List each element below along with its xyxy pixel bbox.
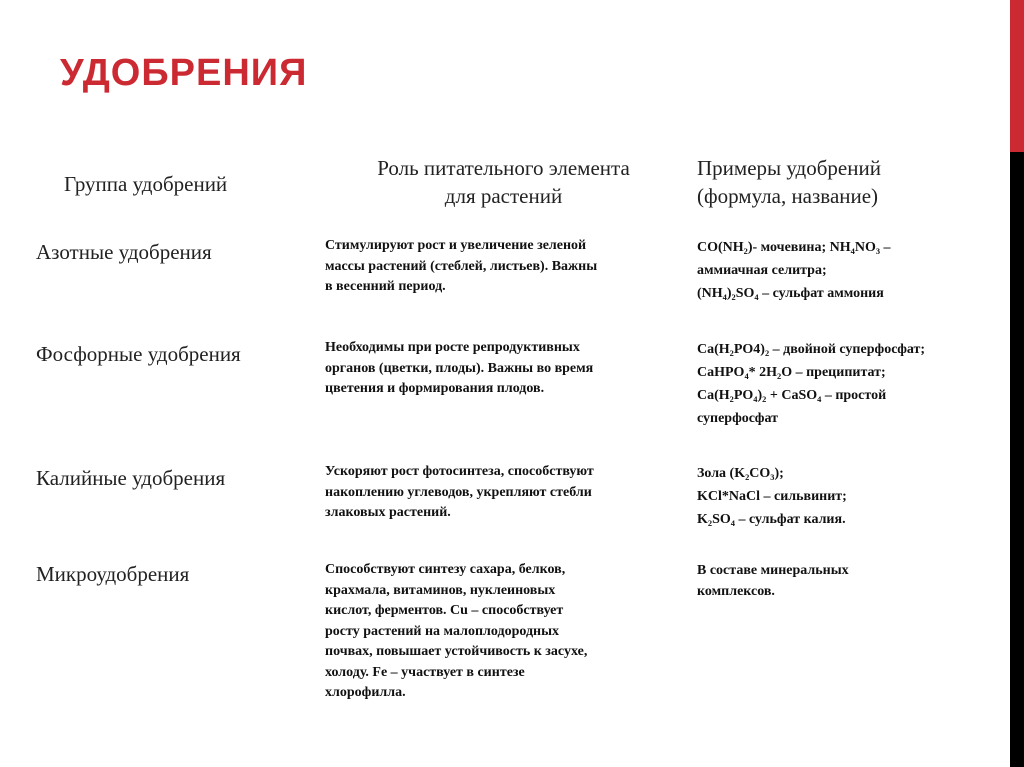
role-line: Стимулируют рост и увеличение зеленой — [325, 238, 587, 253]
row-role — [325, 338, 670, 400]
role-line: холоду. Fe – участвует в синтезе — [325, 664, 525, 680]
example-line: K₂SO₄ – сульфат калия. — [697, 512, 846, 527]
role-line: крахмала, витаминов, нуклеиновых — [325, 582, 556, 598]
role-line: росту растений на малоплодородных — [325, 623, 560, 639]
role-line: массы растений (стеблей, листьев). Важны — [325, 258, 598, 274]
header-role-line: для растений — [444, 184, 563, 208]
accent-bar-black — [1010, 152, 1024, 767]
example-line: Ca(H₂PO4)₂ – двойной суперфосфат; — [697, 342, 926, 357]
row-examples — [697, 560, 997, 602]
role-line: органов (цветки, плоды). Важны во время — [325, 360, 594, 376]
example-line: CaHPO₄* 2H₂O – преципитат; — [697, 365, 886, 380]
row-examples — [697, 462, 997, 531]
example-line: Ca(H₂PO₄)₂ + CaSO₄ – простой — [697, 388, 887, 403]
example-line: В составе минеральных — [697, 563, 849, 578]
row-group-name: Микроудобрения — [36, 562, 190, 586]
example-line: CO(NH₂)- мочевина; NH₄NO₃ – — [697, 240, 891, 255]
row-role — [325, 462, 670, 524]
header-examples — [697, 154, 881, 210]
row-group-name: Азотные удобрения — [36, 240, 212, 264]
role-line: Способствуют синтезу сахара, белков, — [325, 562, 566, 577]
example-line: KCl*NaCl – сильвинит; — [697, 489, 847, 504]
role-line: кислот, ферментов. Cu – способствует — [325, 603, 564, 618]
example-line: комплексов. — [697, 584, 775, 599]
role-line: Необходимы при росте репродуктивных — [325, 340, 580, 355]
accent-bar-red — [1010, 0, 1024, 152]
header-group: Группа удобрений — [64, 172, 228, 196]
example-line: суперфосфат — [697, 411, 779, 426]
slide-title: УДОБРЕНИЯ — [60, 52, 308, 94]
header-role — [336, 154, 671, 210]
example-line: аммиачная селитра; — [697, 263, 827, 278]
row-examples — [697, 338, 997, 430]
row-group-name: Фосфорные удобрения — [36, 342, 241, 366]
row-role — [325, 560, 670, 704]
role-line: хлорофилла. — [325, 685, 406, 700]
row-group-name: Калийные удобрения — [36, 466, 226, 490]
example-line: (NH₄)₂SO₄ – сульфат аммония — [697, 286, 884, 301]
role-line: Ускоряют рост фотосинтеза, способствуют — [325, 464, 594, 479]
role-line: в весенний период. — [325, 279, 446, 294]
header-role-line: Роль питательного элемента — [377, 156, 630, 180]
header-examples-line: Примеры удобрений — [697, 156, 881, 180]
role-line: злаковых растений. — [325, 505, 451, 520]
row-examples — [697, 236, 997, 305]
role-line: цветения и формирования плодов. — [325, 381, 545, 396]
row-role — [325, 236, 670, 298]
example-line: Зола (K₂CO₃); — [697, 466, 784, 481]
role-line: почвах, повышает устойчивость к засухе, — [325, 644, 588, 659]
role-line: накоплению углеводов, укрепляют стебли — [325, 484, 592, 500]
header-examples-line: (формула, название) — [697, 184, 879, 208]
